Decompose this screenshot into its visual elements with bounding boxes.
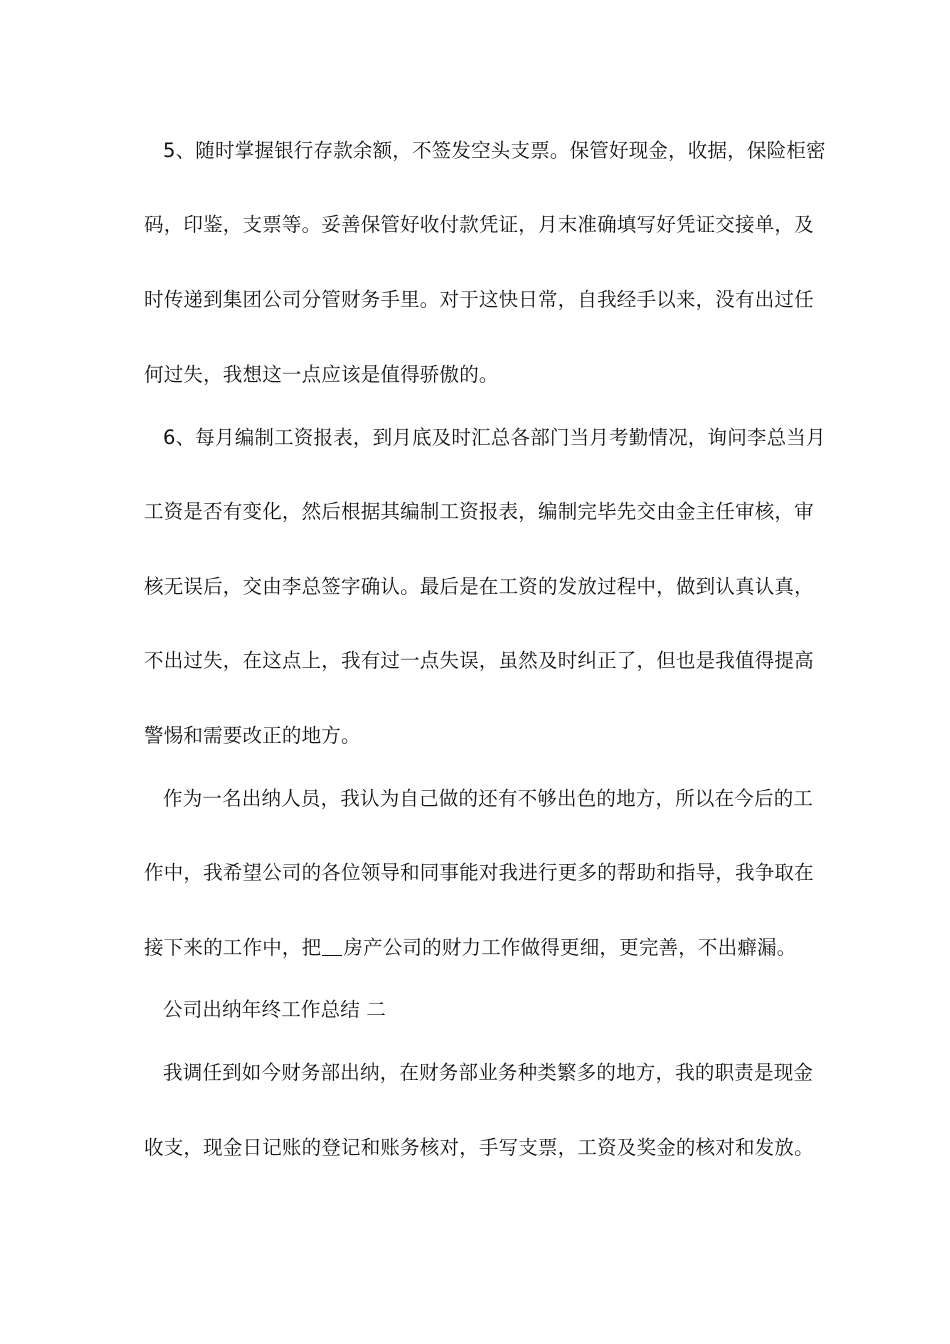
closing-paragraph-line-2: 作中，我希望公司的各位领导和同事能对我进行更多的帮助和指导，我争取在 — [144, 861, 814, 884]
paragraph-5-line-1: 5、随时掌握银行存款余额，不签发空头支票。保管好现金，收据，保险柜密 — [163, 139, 826, 162]
paragraph-6-line-5: 警惕和需要改正的地方。 — [144, 724, 361, 747]
section-2-line-1: 我调任到如今财务部出纳，在财务部业务种类繁多的地方，我的职责是现金 — [163, 1061, 814, 1084]
closing-line-3-part-1: 接下来的工作中，把 — [144, 936, 322, 959]
paragraph-6-line-1: 6、每月编制工资报表，到月底及时汇总各部门当月考勤情况，询问李总当月 — [163, 426, 826, 449]
paragraph-5-line-2: 码，印鉴，支票等。妥善保管好收付款凭证，月末准确填写好凭证交接单，及 — [144, 213, 814, 236]
paragraph-6-line-4: 不出过失，在这点上，我有过一点失误，虽然及时纠正了，但也是我值得提高 — [144, 649, 814, 672]
paragraph-5-line-4: 何过失，我想这一点应该是值得骄傲的。 — [144, 363, 499, 386]
closing-line-3-part-2: 房产公司的财力工作做得更细，更完善，不出癖漏。 — [343, 936, 797, 959]
fill-in-blank — [322, 937, 342, 956]
section-heading: 公司出纳年终工作总结 二 — [163, 998, 387, 1021]
section-2-line-2: 收支，现金日记账的登记和账务核对，手写支票，工资及奖金的核对和发放。 — [144, 1136, 814, 1159]
paragraph-5-line-3: 时传递到集团公司分管财务手里。对于这快日常，自我经手以来，没有出过任 — [144, 288, 814, 311]
paragraph-6-line-3: 核无误后，交由李总签字确认。最后是在工资的发放过程中，做到认真认真， — [144, 575, 814, 598]
closing-paragraph-line-3 — [144, 934, 814, 962]
closing-paragraph-line-1: 作为一名出纳人员，我认为自己做的还有不够出色的地方，所以在今后的工 — [163, 787, 814, 810]
paragraph-6-line-2: 工资是否有变化，然后根据其编制工资报表，编制完毕先交由金主任审核，审 — [144, 500, 814, 523]
